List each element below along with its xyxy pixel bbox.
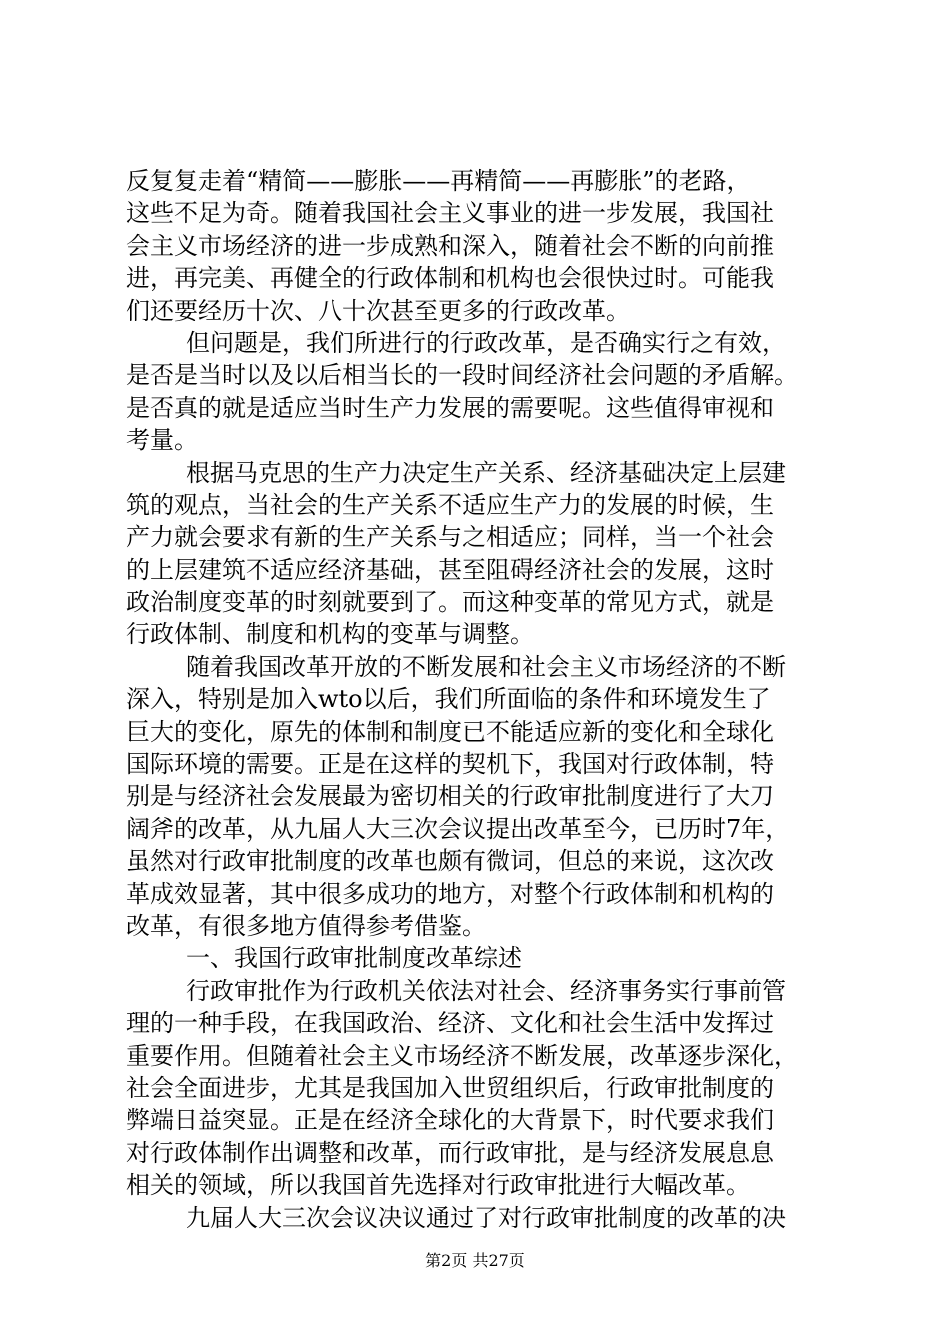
text-line: 产力就会要求有新的生产关系与之相适应；同样，当一个社会 [126,523,774,552]
text-line: 相关的领域，所以我国首先选择对行政审批进行大幅改革。 [126,1171,750,1200]
text-line: 但问题是，我们所进行的行政改革，是否确实行之有效， [186,328,786,357]
text-line: 行政审批作为行政机关依法对社会、经济事务实行事前管 [186,976,786,1005]
text-line: 巨大的变化，原先的体制和制度已不能适应新的变化和全球化 [126,717,774,746]
text-line: 一、我国行政审批制度改革综述 [186,944,522,973]
text-line: 九届人大三次会议决议通过了对行政审批制度的改革的决 [186,1203,786,1232]
text-line: 筑的观点，当社会的生产关系不适应生产力的发展的时候，生 [126,490,774,519]
text-line: 们还要经历十次、八十次甚至更多的行政改革。 [126,296,630,325]
text-line: 虽然对行政审批制度的改革也颇有微词，但总的来说，这次改 [126,847,774,876]
text-line: 是否是当时以及以后相当长的一段时间经济社会问题的矛盾解。 [126,361,798,390]
text-line: 阔斧的改革，从九届人大三次会议提出改革至今，已历时7年， [126,814,790,843]
text-line: 考量。 [126,426,198,455]
text-line: 是否真的就是适应当时生产力发展的需要呢。这些值得审视和 [126,393,774,422]
text-line: 弊端日益突显。正是在经济全球化的大背景下，时代要求我们 [126,1106,774,1135]
text-line: 反复复走着“精简——膨胀——再精简——再膨胀”的老路， [126,167,751,195]
text-line: 政治制度变革的时刻就要到了。而这种变革的常见方式，就是 [126,588,774,617]
text-line: 深入，特别是加入wto以后，我们所面临的条件和环境发生了 [126,685,771,714]
text-line: 的上层建筑不适应经济基础，甚至阻碍经济社会的发展，这时 [126,555,774,584]
page-footer: 第2页 共27页 [425,1251,525,1270]
text-line: 会主义市场经济的进一步成熟和深入，随着社会不断的向前推 [126,231,774,260]
text-line: 革成效显著，其中很多成功的地方，对整个行政体制和机构的 [126,879,774,908]
text-line: 根据马克思的生产力决定生产关系、经济基础决定上层建 [186,458,786,487]
text-line: 进，再完美、再健全的行政体制和机构也会很快过时。可能我 [126,264,774,293]
text-line: 改革，有很多地方值得参考借鉴。 [126,911,486,940]
text-line: 行政体制、制度和机构的变革与调整。 [126,620,534,649]
text-line: 理的一种手段，在我国政治、经济、文化和社会生活中发挥过 [126,1009,774,1038]
text-line: 国际环境的需要。正是在这样的契机下，我国对行政体制，特 [126,750,774,779]
body-text [126,165,831,1234]
text-line: 重要作用。但随着社会主义市场经济不断发展，改革逐步深化， [126,1041,798,1070]
text-line: 别是与经济社会发展最为密切相关的行政审批制度进行了大刀 [126,782,774,811]
text-line: 社会全面进步，尤其是我国加入世贸组织后，行政审批制度的 [126,1073,774,1102]
text-line: 对行政体制作出调整和改革，而行政审批，是与经济发展息息 [126,1138,774,1167]
text-line: 这些不足为奇。随着我国社会主义事业的进一步发展，我国社 [126,199,774,228]
text-line: 随着我国改革开放的不断发展和社会主义市场经济的不断 [186,652,786,681]
